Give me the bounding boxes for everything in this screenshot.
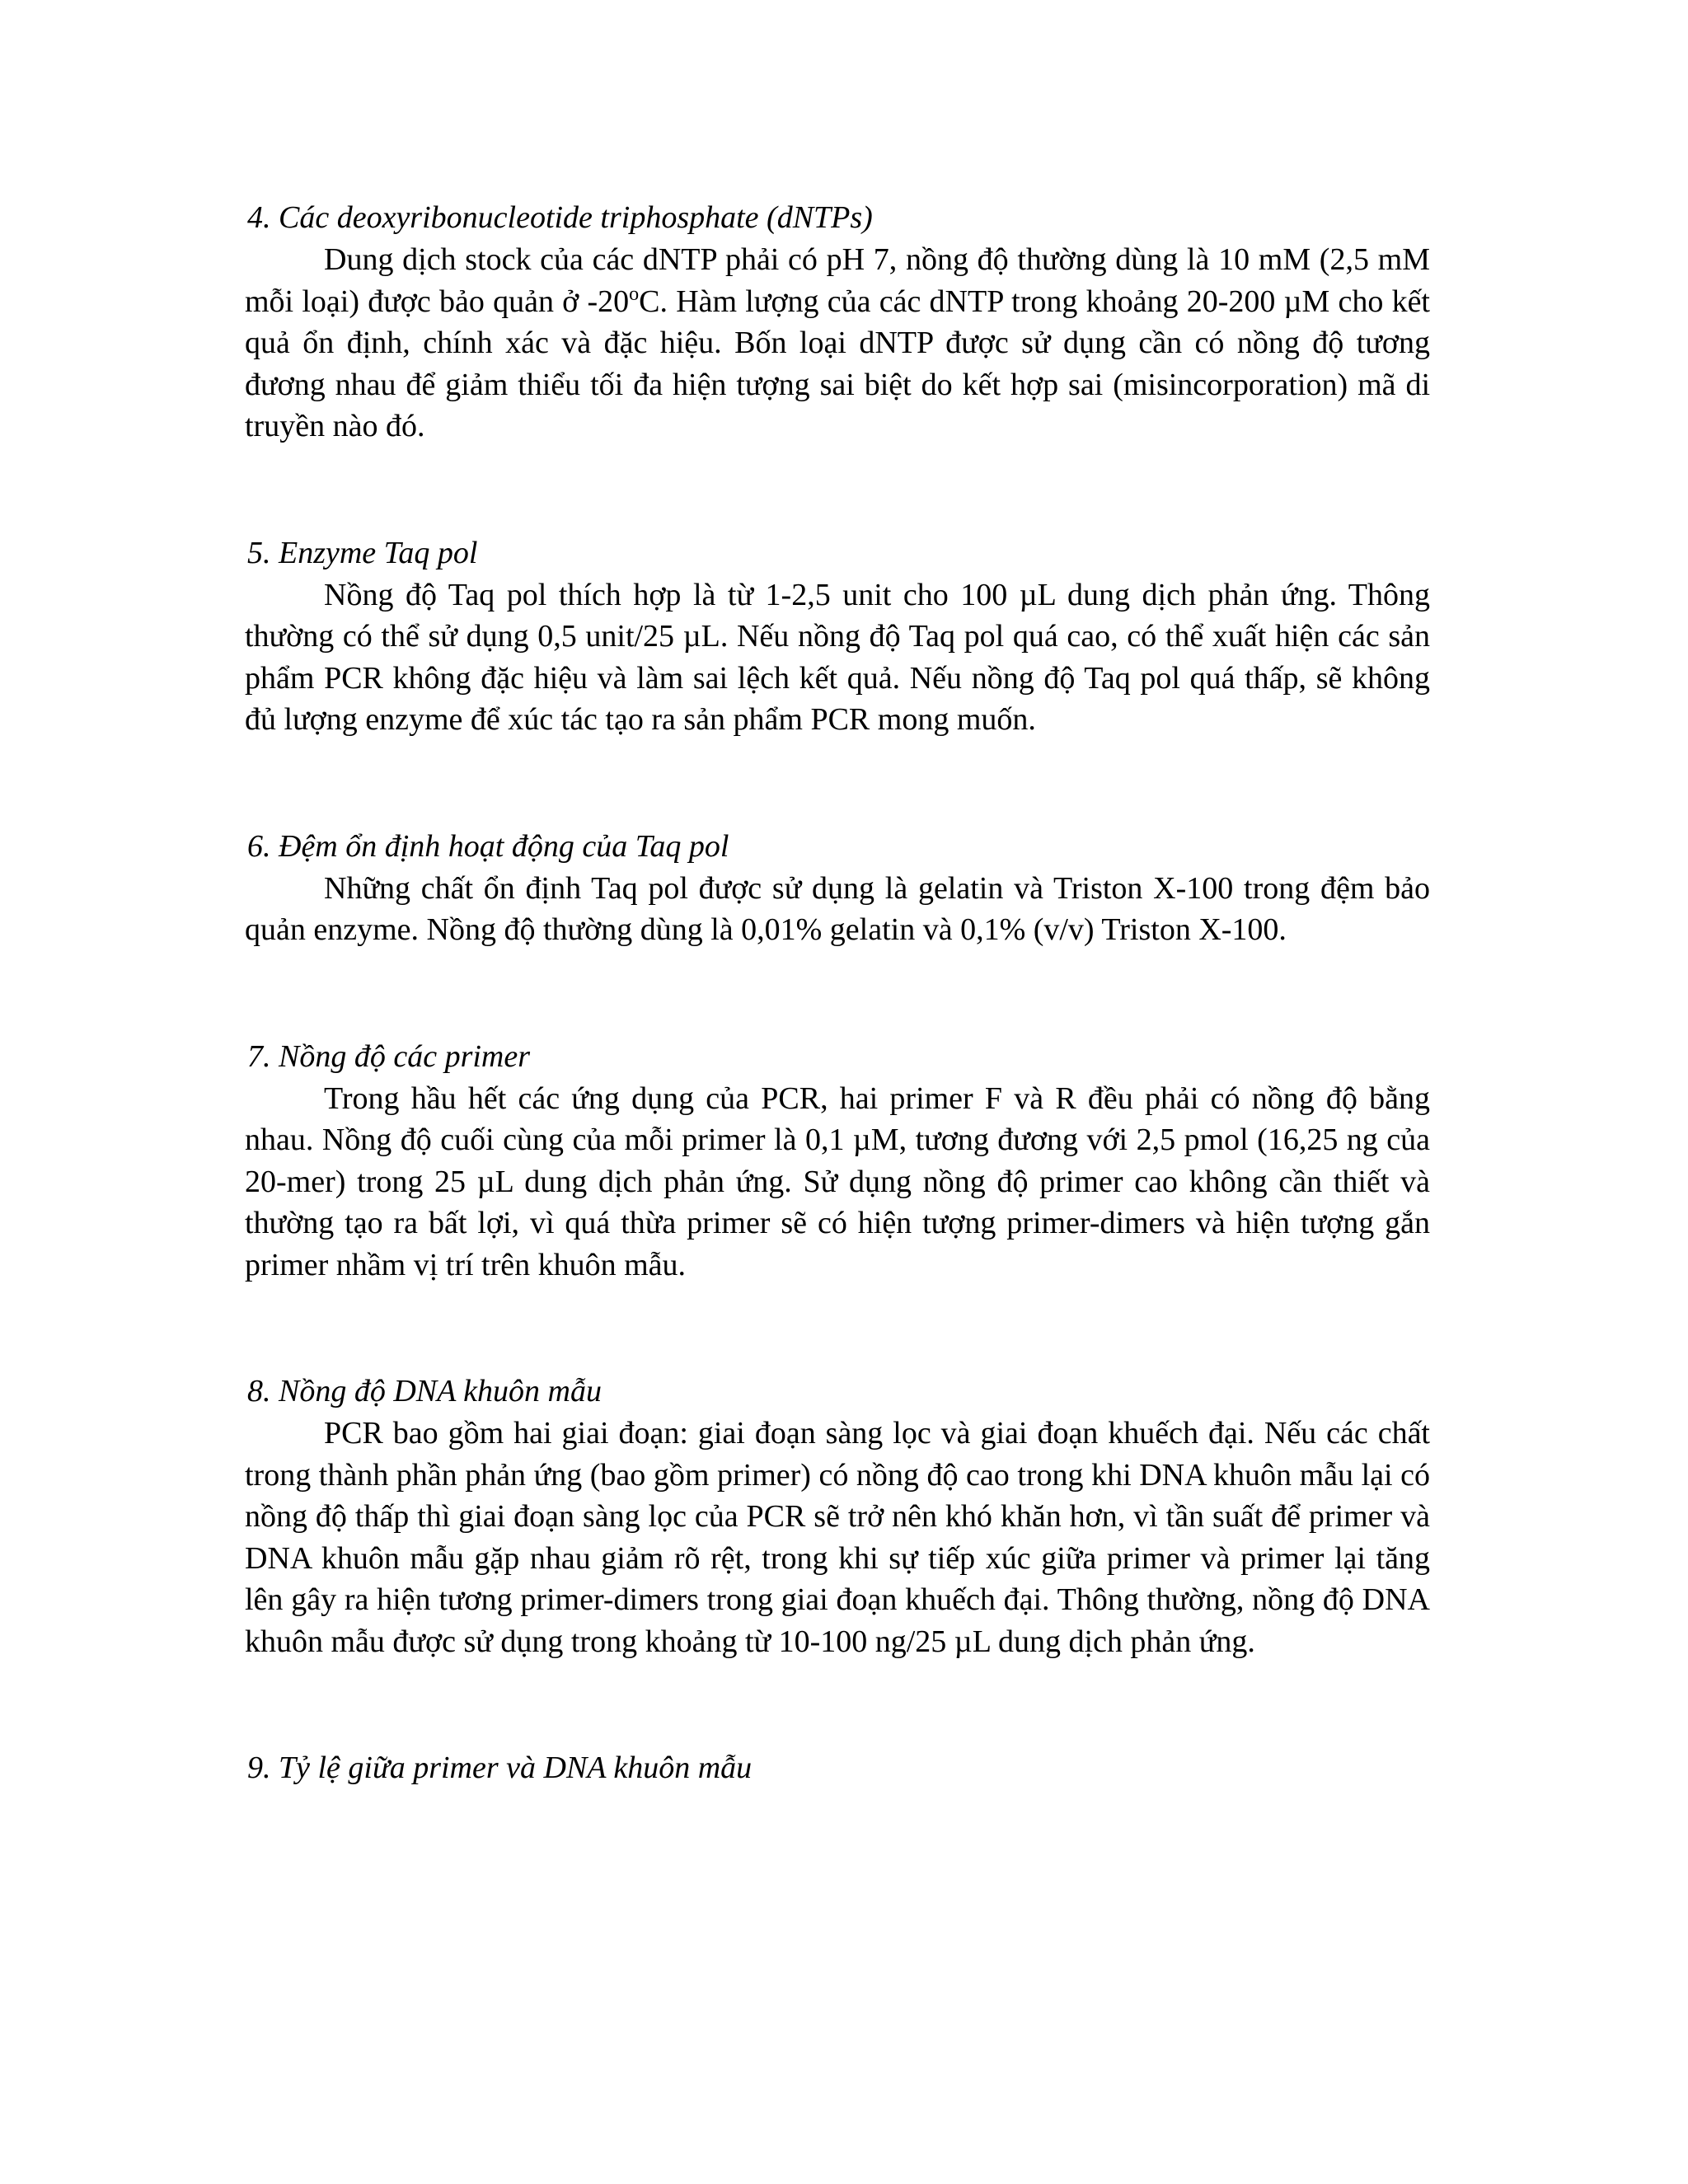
paragraph-text: C. Hàm lượng của các dNTP trong khoảng 20-200 µM cho kết quả ổn định, chính xác và đặc hiệu. Bốn loại dNTP được sử dụng cần có nồng độ tương đương nhau để giảm thiểu tối đa hiện tượng sai biệt do kết hợp sai (misincorporation) mã di truyền nào đó. (245, 284, 1430, 443)
section-paragraph: PCR bao gồm hai giai đoạn: giai đoạn sàng lọc và giai đoạn khuếch đại. Nếu các chất trong thành phần phản ứng (bao gồm primer) có nồng độ cao trong khi DNA khuôn mẫu lại có nồng độ thấp thì giai đoạn sàng lọc của PCR sẽ trở nên khó khăn hơn, vì tần suất để primer và DNA khuôn mẫu gặp nhau giảm rõ rệt, trong khi sự tiếp xúc giữa primer và primer lại tăng lên gây ra hiện tương primer-dimers trong giai đoạn khuếch đại. Thông thường, nồng độ DNA khuôn mẫu được sử dụng trong khoảng từ 10-100 ng/25 µL dung dịch phản ứng. (245, 1416, 1430, 1659)
section-heading: 4. Các deoxyribonucleotide triphosphate (dNTPs) (247, 200, 873, 235)
section-gap (245, 741, 1430, 825)
section-heading: 9. Tỷ lệ giữa primer và DNA khuôn mẫu (247, 1750, 753, 1785)
section-enzyme-taq-pol (245, 532, 1430, 741)
section-gap (245, 448, 1430, 532)
section-paragraph: Những chất ổn định Taq pol được sử dụng là gelatin và Triston X-100 trong đệm bảo quản enzyme. Nồng độ thường dùng là 0,01% gelatin và 0,1% (v/v) Triston X-100. (245, 870, 1430, 947)
paragraph-text: Dung dịch stock của các dNTP phải có pH 7, nồng độ thường dùng là 10 mM (2,5 mM mỗi loại) được bảo quản ở -20 (245, 242, 1430, 319)
section-gap (245, 1662, 1430, 1746)
section-paragraph: Trong hầu hết các ứng dụng của PCR, hai primer F và R đều phải có nồng độ bằng nhau. Nồng độ cuối cùng của mỗi primer là 0,1 µM, tương đương với 2,5 pmol (16,25 ng của 20-mer) trong 25 µL dung dịch phản ứng. Sử dụng nồng độ primer cao không cần thiết và thường tạo ra bất lợi, vì quá thừa primer sẽ có hiện tượng primer-dimers và hiện tượng gắn primer nhầm vị trí trên khuôn mẫu. (245, 1080, 1430, 1282)
section-heading: 6. Đệm ổn định hoạt động của Taq pol (247, 828, 729, 864)
section-dna-template (245, 1370, 1430, 1662)
section-gap (245, 1286, 1430, 1370)
section-primer-template-ratio (245, 1746, 1430, 1789)
section-heading: 8. Nồng độ DNA khuôn mẫu (247, 1374, 602, 1408)
section-gap (245, 951, 1430, 1035)
degree-superscript: o (629, 283, 640, 305)
section-buffer (245, 825, 1430, 951)
document-page (245, 196, 1430, 1789)
section-paragraph: Nồng độ Taq pol thích hợp là từ 1-2,5 unit cho 100 µL dung dịch phản ứng. Thông thường có thể sử dụng 0,5 unit/25 µL. Nếu nồng độ Taq pol quá cao, có thể xuất hiện các sản phẩm PCR không đặc hiệu và làm sai lệch kết quả. Nếu nồng độ Taq pol quá thấp, sẽ không đủ lượng enzyme để xúc tác tạo ra sản phẩm PCR mong muốn. (245, 577, 1430, 737)
section-paragraph (245, 239, 1430, 448)
section-heading: 5. Enzyme Taq pol (247, 535, 478, 570)
section-primer-concentration (245, 1035, 1430, 1286)
section-heading: 7. Nồng độ các primer (247, 1038, 531, 1074)
section-dntps (245, 196, 1430, 448)
